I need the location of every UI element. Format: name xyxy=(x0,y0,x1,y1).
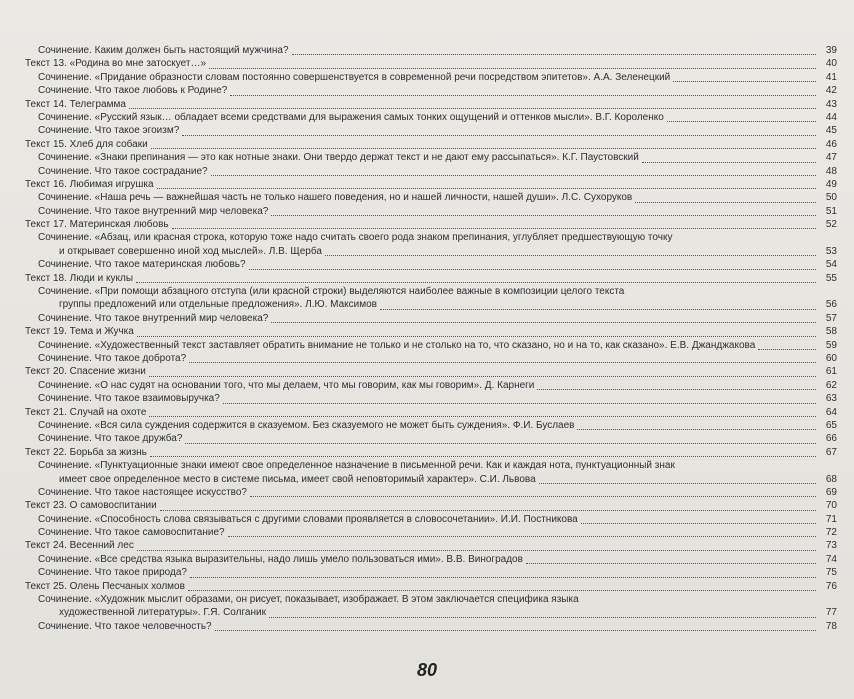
toc-entry-page: 54 xyxy=(825,259,837,271)
toc-essay-entry xyxy=(0,151,854,164)
toc-essay-entry xyxy=(0,432,854,445)
toc-entry-page: 72 xyxy=(825,527,837,539)
toc-entry-page: 74 xyxy=(825,553,837,565)
toc-entry-page: 46 xyxy=(825,138,837,150)
toc-text-entry xyxy=(0,539,854,552)
toc-entry-page: 45 xyxy=(825,125,837,137)
toc-entry-title: Текст 13. «Родина во мне затоскует…» xyxy=(25,58,207,70)
toc-entry-page: 53 xyxy=(825,245,837,257)
toc-entry-page: 73 xyxy=(825,540,837,552)
toc-entry-title: Сочинение. «Придание образности словам постоянно совершенствуется в современной речи посредством эпитетов». А.А. Зеленецкий xyxy=(38,71,671,83)
toc-text-entry xyxy=(0,138,854,151)
toc-entry-title: и открывает совершенно иной ход мыслей». Л.В. Щерба xyxy=(59,245,322,257)
toc-entry-title: Текст 18. Люди и куклы xyxy=(25,272,134,284)
toc-entry-page: 47 xyxy=(825,152,837,164)
toc-entry-title: Сочинение. «Вся сила суждения содержится в сказуемом. Без сказуемого не может быть суждения». Ф.И. Буслаев xyxy=(38,419,575,431)
toc-essay-entry xyxy=(0,258,854,271)
toc-entry-page: 64 xyxy=(825,406,837,418)
toc-entry-title: Сочинение. Что такое природа? xyxy=(38,567,187,579)
toc-essay-entry xyxy=(0,606,854,619)
toc-essay-entry xyxy=(0,285,854,298)
toc-entry-title: Текст 14. Телеграмма xyxy=(25,98,126,110)
toc-entry-title: Сочинение. Что такое доброта? xyxy=(38,352,187,364)
toc-entry-title: Сочинение. «При помощи абзацного отступа (или красной строки) выделяются наиболее важные в композиции целого текста xyxy=(38,286,625,298)
toc-entry-title: Сочинение. «О нас судят на основании того, что мы делаем, что мы говорим, как мы говорим». Д. Карнеги xyxy=(38,379,535,391)
toc-entry-title: Текст 24. Весенний лес xyxy=(25,540,134,552)
toc-text-entry xyxy=(0,178,854,191)
toc-text-entry xyxy=(0,365,854,378)
toc-text-entry xyxy=(0,499,854,512)
toc-essay-entry xyxy=(0,44,854,57)
toc-entry-page: 55 xyxy=(825,272,837,284)
toc-essay-entry xyxy=(0,526,854,539)
toc-entry-title: Сочинение. Что такое человечность? xyxy=(38,620,212,632)
toc-entry-title: Сочинение. «Художник мыслит образами, он рисует, показывает, изображает. В этом заключается специфика языка xyxy=(38,594,579,606)
toc-essay-entry xyxy=(0,513,854,526)
toc-essay-entry xyxy=(0,620,854,633)
toc-essay-entry xyxy=(0,298,854,311)
toc-essay-entry xyxy=(0,352,854,365)
toc-essay-entry xyxy=(0,553,854,566)
toc-entry-title: Сочинение. «Все средства языка выразительны, надо лишь умело пользоваться ими». В.В. Виноградов xyxy=(38,553,523,565)
toc-entry-title: Сочинение. «Художественный текст заставляет обратить внимание не только и не столько на то, что сказано, но и на то, как сказано». Е.В. Джанджакова xyxy=(38,339,756,351)
toc-entry-page: 70 xyxy=(825,500,837,512)
toc-entry-title: Текст 16. Любимая игрушка xyxy=(25,178,154,190)
toc-entry-page: 68 xyxy=(825,473,837,485)
toc-essay-entry xyxy=(0,312,854,325)
toc-entry-page: 59 xyxy=(825,339,837,351)
toc-entry-page: 61 xyxy=(825,366,837,378)
toc-essay-entry xyxy=(0,339,854,352)
toc-entry-title: группы предложений или отдельные предложения». Л.Ю. Максимов xyxy=(59,299,377,311)
toc-entry-page: 75 xyxy=(825,567,837,579)
toc-essay-entry xyxy=(0,486,854,499)
toc-entry-page: 71 xyxy=(825,513,837,525)
toc-entry-page: 43 xyxy=(825,98,837,110)
toc-essay-entry xyxy=(0,379,854,392)
toc-entry-title: Сочинение. Что такое взаимовыручка? xyxy=(38,393,220,405)
toc-entry-title: Текст 20. Спасение жизни xyxy=(25,366,146,378)
toc-essay-entry xyxy=(0,84,854,97)
toc-entry-page: 66 xyxy=(825,433,837,445)
toc-entry-title: Сочинение. «Абзац, или красная строка, которую тоже надо считать своего рода знаком препинания, углубляет предшествующую точку xyxy=(38,232,673,244)
toc-entry-page: 56 xyxy=(825,299,837,311)
toc-entry-page: 52 xyxy=(825,219,837,231)
page-number: 80 xyxy=(416,660,438,680)
toc-essay-entry xyxy=(0,231,854,244)
toc-entry-title: Сочинение. «Наша речь — важнейшая часть не только нашего поведения, но и нашей личности, нашей души». Л.С. Сухоруков xyxy=(38,192,633,204)
toc-entry-page: 51 xyxy=(825,205,837,217)
toc-entry-page: 62 xyxy=(825,379,837,391)
toc-entry-title: Текст 17. Материнская любовь xyxy=(25,219,169,231)
toc-entry-page: 42 xyxy=(825,85,837,97)
toc-entry-title: Текст 21. Случай на охоте xyxy=(25,406,147,418)
toc-entry-page: 48 xyxy=(825,165,837,177)
toc-text-entry xyxy=(0,580,854,593)
toc-entry-title: Сочинение. Что такое внутренний мир человека? xyxy=(38,205,269,217)
toc-entry-page: 40 xyxy=(825,58,837,70)
toc-essay-entry xyxy=(0,566,854,579)
toc-entry-title: Сочинение. Каким должен быть настоящий мужчина? xyxy=(38,45,289,56)
toc-essay-entry xyxy=(0,245,854,258)
toc-entry-page: 58 xyxy=(825,326,837,338)
toc-entry-title: Сочинение. Что такое дружба? xyxy=(38,433,183,445)
toc-entry-page: 39 xyxy=(825,45,837,56)
toc-entry-page: 65 xyxy=(825,419,837,431)
toc-entry-title: Сочинение. Что такое материнская любовь? xyxy=(38,259,246,271)
toc-entry-title: Текст 23. О самовоспитании xyxy=(25,500,157,512)
toc-text-entry xyxy=(0,218,854,231)
toc-essay-entry xyxy=(0,71,854,84)
toc-text-entry xyxy=(0,325,854,338)
toc-text-entry xyxy=(0,57,854,70)
toc-entry-title: Сочинение. Что такое любовь к Родине? xyxy=(38,85,228,97)
toc-essay-entry xyxy=(0,593,854,606)
toc-entry-title: Сочинение. «Пунктуационные знаки имеют свое определенное назначение в письменной речи. Как и каждая нота, пунктуационный знак xyxy=(38,460,675,472)
toc-essay-entry xyxy=(0,205,854,218)
toc-entry-title: Текст 25. Олень Песчаных холмов xyxy=(25,580,185,592)
toc-entry-title: Текст 19. Тема и Жучка xyxy=(25,326,134,338)
toc-entry-page: 67 xyxy=(825,446,837,458)
toc-entry-title: Сочинение. «Знаки препинания — это как нотные знаки. Они твердо держат текст и не дают ему рассыпаться». К.Г. Паустовский xyxy=(38,152,639,164)
toc-essay-entry xyxy=(0,419,854,432)
toc-entry-page: 50 xyxy=(825,192,837,204)
toc-essay-entry xyxy=(0,124,854,137)
toc-entry-page: 57 xyxy=(825,312,837,324)
toc-essay-entry xyxy=(0,191,854,204)
toc-entry-title: Сочинение. Что такое самовоспитание? xyxy=(38,527,225,539)
toc-entry-title: Сочинение. Что такое эгоизм? xyxy=(38,125,180,137)
toc-entry-title: Сочинение. Что такое настоящее искусство? xyxy=(38,486,247,498)
toc-entry-page: 77 xyxy=(825,607,837,619)
toc-text-entry xyxy=(0,406,854,419)
toc-entry-page: 78 xyxy=(825,620,837,632)
toc-entry-title: Сочинение. Что такое сострадание? xyxy=(38,165,208,177)
toc-entry-title: Сочинение. Что такое внутренний мир человека? xyxy=(38,312,269,324)
toc-entry-title: художественной литературы». Г.Я. Солганик xyxy=(59,607,266,619)
toc-essay-entry xyxy=(0,473,854,486)
toc-essay-entry xyxy=(0,111,854,124)
toc-entry-page: 44 xyxy=(825,111,837,123)
toc-essay-entry xyxy=(0,165,854,178)
toc-entry-page: 41 xyxy=(825,71,837,83)
toc-text-entry xyxy=(0,446,854,459)
toc-entry-title: Текст 22. Борьба за жизнь xyxy=(25,446,147,458)
toc-entry-page: 69 xyxy=(825,486,837,498)
toc-entry-title: Сочинение. «Русский язык… обладает всеми средствами для выражения самых тонких ощущений и оттенков мысли». В.Г. Короленко xyxy=(38,111,664,123)
toc-essay-entry xyxy=(0,392,854,405)
toc-entry-page: 49 xyxy=(825,178,837,190)
toc-text-entry xyxy=(0,272,854,285)
toc-entry-page: 76 xyxy=(825,580,837,592)
toc-entry-title: имеет свое определенное место в системе письма, имеет свой неповторимый характер». С.И. Львова xyxy=(59,473,536,485)
toc-essay-entry xyxy=(0,459,854,472)
toc-entry-page: 63 xyxy=(825,393,837,405)
toc-entry-page: 60 xyxy=(825,352,837,364)
toc-entry-title: Текст 15. Хлеб для собаки xyxy=(25,138,148,150)
table-of-contents xyxy=(0,44,854,633)
toc-text-entry xyxy=(0,98,854,111)
toc-entry-title: Сочинение. «Способность слова связываться с другими словами проявляется в словосочетании». И.И. Постникова xyxy=(38,513,578,525)
